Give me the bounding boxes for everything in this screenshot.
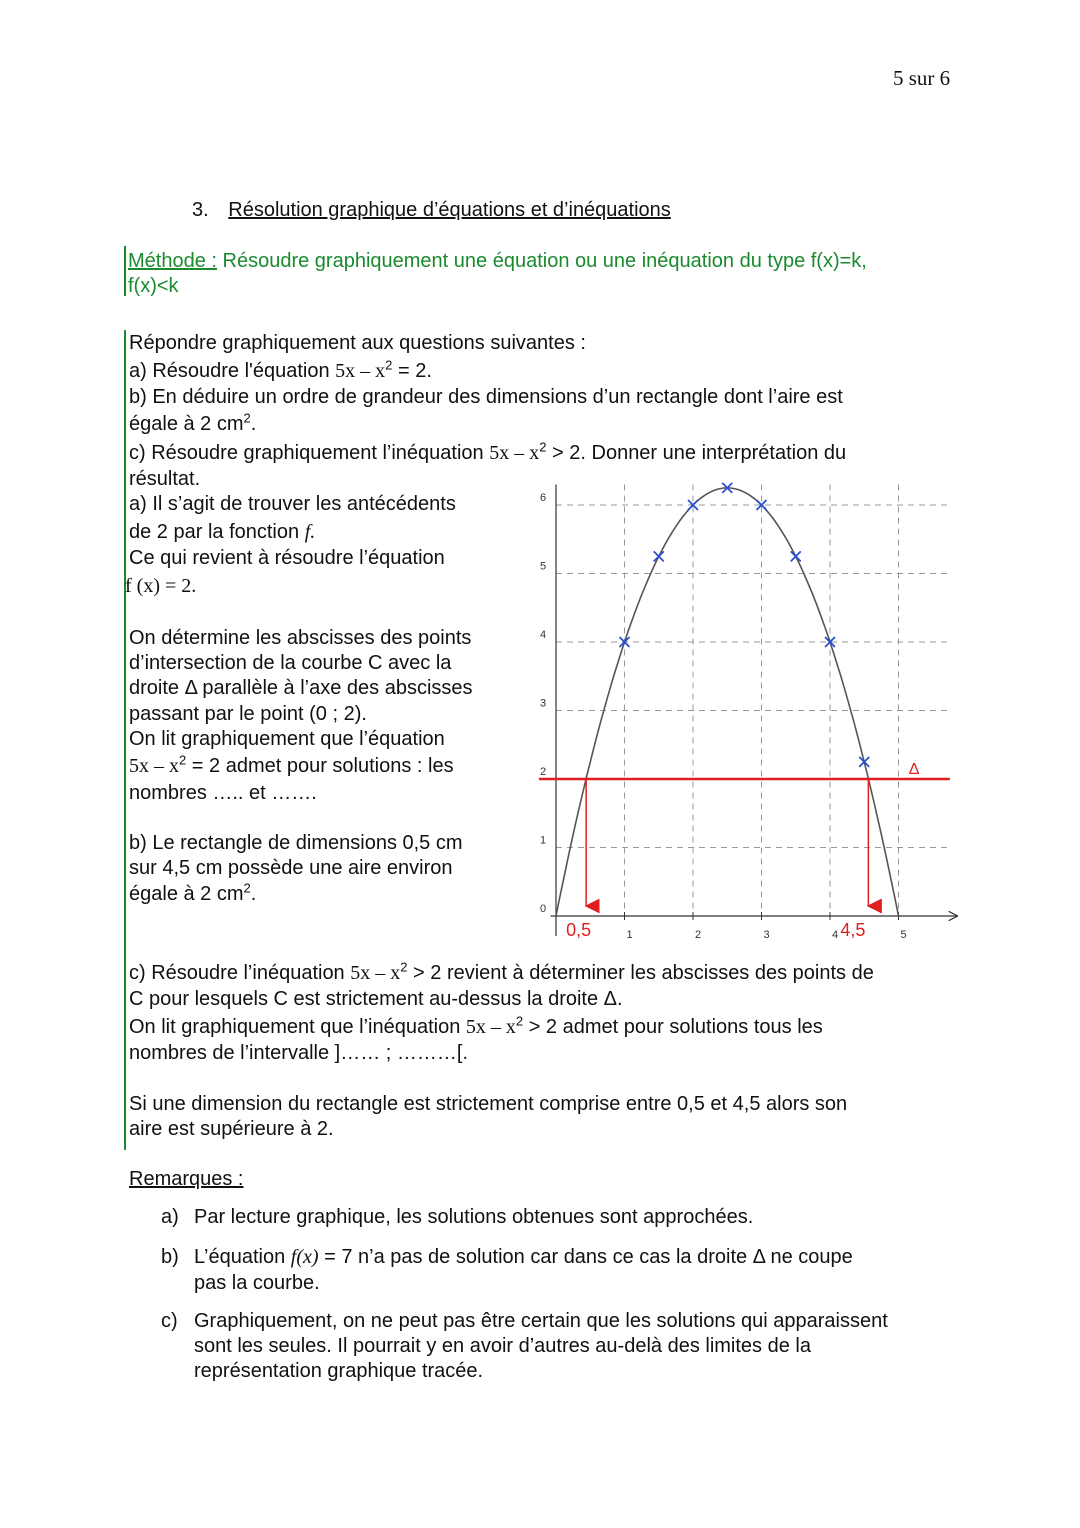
para-line5: On lit graphiquement que l’équation — [129, 728, 445, 750]
chart-grid — [556, 484, 950, 916]
y-tick-label: 3 — [540, 697, 547, 710]
intro-line3: b) En déduire un ordre de grandeur des dimensions d’un rectangle dont l’aire est — [129, 386, 843, 408]
para-line7: nombres ….. et ……. — [129, 782, 317, 804]
remark-b-label: b) — [161, 1246, 179, 1268]
part-b-line3: égale à 2 $cm^2$. — [129, 880, 257, 905]
method-line1 — [128, 250, 867, 273]
curve-point-marker — [791, 551, 801, 561]
para-line6: $5x - x^2 = 2$ admet pour solutions : les — [129, 752, 454, 777]
part-c-line3: On lit graphiquement que l’inéquation $5x - x^2 > 2$ admet pour solutions tous les — [129, 1013, 823, 1038]
remark-c-line3: représentation graphique tracée. — [194, 1360, 484, 1382]
curve-C — [556, 488, 899, 916]
y-tick-label: 2 — [540, 766, 547, 778]
solution-label: 4,5 — [840, 920, 866, 940]
para-line4: passant par le point (0 ; 2). — [129, 703, 367, 725]
para-line2: d’intersection de la courbe C avec la — [129, 652, 452, 674]
page-number: 5 sur 6 — [893, 66, 951, 90]
method-text: Résoudre graphiquement une équation ou une inéquation du type f(x)=k, — [222, 250, 867, 272]
part-b-line2: sur 4,5 cm possède une aire environ — [129, 857, 453, 879]
y-tick-label: 5 — [540, 560, 547, 573]
remark-a-label: a) — [161, 1206, 179, 1228]
y-tick-label: 0 — [540, 903, 547, 915]
y-tick-labels — [540, 492, 546, 915]
remark-c-line2: sont les seules. Il pourrait y en avoir d’autres au-delà des limites de la — [194, 1335, 811, 1357]
intro-line5: c) Résoudre graphiquement l’inéquation $5x - x^2 > 2$. Donner une interprétation du — [129, 439, 847, 464]
intro-line2: a) Résoudre l'équation $5x - x^2 = 2$. — [129, 357, 432, 382]
y-tick-label: 1 — [540, 834, 547, 847]
part-c-line1: c) Résoudre l’inéquation $5x - x^2 > 2$ revient à déterminer les abscisses des points de — [129, 959, 874, 984]
curve-markers — [620, 483, 870, 767]
intro-line4: égale à 2 $cm^2$. — [129, 410, 257, 435]
x-tick-label: 1 — [626, 929, 633, 941]
method-line2: f(x)<k — [128, 275, 179, 297]
part-c-line4: nombres de l’intervalle ]…… ; ………[. — [129, 1042, 468, 1064]
part-a-line3: Ce qui revient à résoudre l’équation — [129, 547, 445, 569]
x-tick-label: 4 — [832, 929, 839, 941]
part-a-line1: a) Il s’agit de trouver les antécédents — [129, 493, 456, 515]
para-line3: droite Δ parallèle à l’axe des abscisses — [129, 677, 473, 699]
x-tick-label: 5 — [900, 929, 907, 941]
method-bar — [124, 246, 126, 296]
remark-c-label: c) — [161, 1310, 178, 1332]
curve-point-marker — [654, 551, 664, 561]
function-graph — [520, 470, 960, 950]
part-a-line2: de 2 par la fonction f. — [129, 521, 316, 543]
y-tick-label: 4 — [540, 629, 547, 641]
x-tick-label: 2 — [695, 929, 702, 941]
y-tick-label: 6 — [540, 492, 547, 504]
para-line1: On détermine les abscisses des points — [129, 627, 472, 649]
curve-point-marker — [859, 757, 869, 767]
x-tick-label: 3 — [763, 929, 770, 941]
part-c-line2: C pour lesquels C est strictement au-dessus la droite Δ. — [129, 988, 623, 1010]
solution-label: 0,5 — [566, 920, 592, 940]
exercise-bar — [124, 330, 126, 1150]
remark-b-line1: L’équation f(x) = 7 n’a pas de solution car dans ce cas la droite Δ ne coupe — [194, 1246, 853, 1268]
intro-line6: résultat. — [129, 468, 201, 490]
part-b-line1: b) Le rectangle de dimensions 0,5 cm — [129, 832, 463, 854]
conclusion-line1: Si une dimension du rectangle est strictement comprise entre 0,5 et 4,5 alors son — [129, 1093, 848, 1115]
section-title: Résolution graphique d’équations et d’inéquations — [228, 199, 671, 221]
section-number: 3. — [192, 199, 209, 221]
method-label: Méthode : — [128, 250, 217, 272]
section-heading — [192, 199, 671, 222]
intro-line1: Répondre graphiquement aux questions suivantes : — [129, 332, 586, 354]
delta-label: Δ — [908, 761, 920, 778]
remark-a-text: Par lecture graphique, les solutions obtenues sont approchées. — [194, 1206, 754, 1228]
part-a-line4: f (x) = 2. — [125, 575, 197, 597]
remarks-title: Remarques : — [129, 1168, 244, 1190]
remark-c-line1: Graphiquement, on ne peut pas être certain que les solutions qui apparaissent — [194, 1310, 888, 1332]
remark-b-line2: pas la courbe. — [194, 1272, 320, 1294]
conclusion-line2: aire est supérieure à 2. — [129, 1118, 334, 1140]
